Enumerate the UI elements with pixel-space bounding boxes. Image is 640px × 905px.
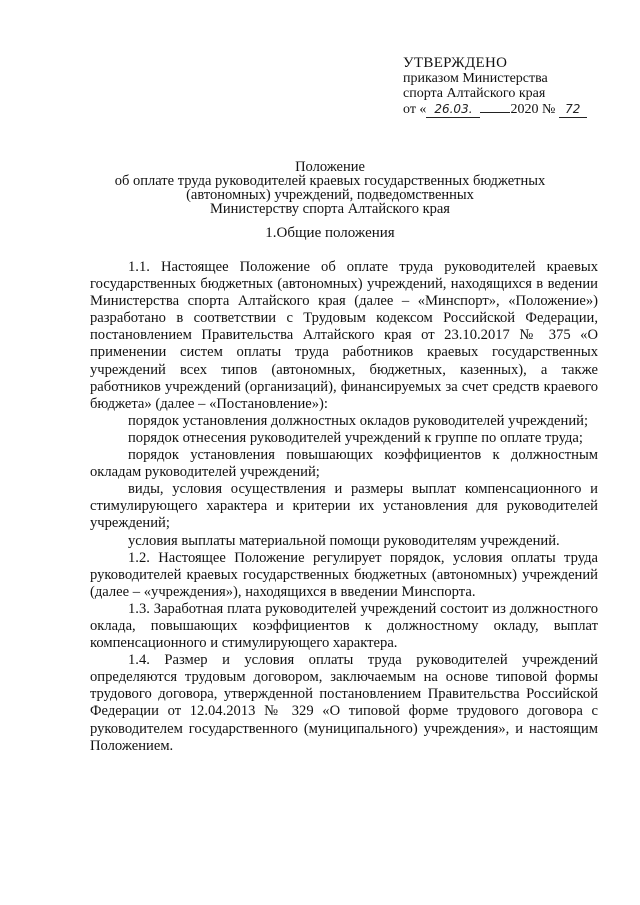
title-line-4: Министерству спорта Алтайского края bbox=[210, 201, 450, 217]
handwritten-number: 72 bbox=[559, 102, 587, 118]
approval-date-prefix: от « bbox=[403, 102, 427, 117]
handwritten-date: 26.03. bbox=[426, 102, 480, 118]
section-heading: 1.Общие положения bbox=[265, 225, 395, 241]
approval-line-sport: спорта Алтайского края bbox=[403, 86, 546, 101]
list-item-salary-order: порядок установления должностных окладов руководителей учреждений; bbox=[128, 412, 589, 429]
paragraph-1-2: 1.2. Настоящее Положение регулирует порядок, условия оплаты труда руководителей краевых государственных бюджетных (автономных) учреждений (далее – «учреждения»), находящихся в введении Минспорта. bbox=[90, 549, 598, 600]
approval-stamp bbox=[403, 56, 587, 118]
paragraph-1-1: 1.1. Настоящее Положение об оплате труда руководителей краевых государственных бюджетных (автономных) учреждений, находящихся в ведении Министерства спорта Алтайского края (далее – «Минспорт», «Положение») разработано в соответствии с Трудовым кодексом Российской Федерации, постановлением Правительства Алтайского края от 23.10.2017 № 375 «О применении систем оплаты труда работников краевых государственных учреждений всех типов (автономных, бюджетных, казенных), а также работников учреждений (организаций), финансируемых за счет средств краевого бюджета» (далее – «Постановление»): bbox=[90, 259, 598, 412]
date-blank-line bbox=[480, 101, 510, 113]
paragraph-1-4: 1.4. Размер и условия оплаты труда руководителей учреждений определяются трудовым договором, заключаемым на основе типовой формы трудового договора, утвержденной постановлением Правительства Российской Федерации от 12.04.2013 № 329 «О типовой форме трудового договора с руководителем государственного (муниципального) учреждения», и настоящим Положением. bbox=[90, 652, 598, 754]
list-item-payments: виды, условия осуществления и размеры выплат компенсационного и стимулирующего характера и критерии их установления для руководителей учреждений; bbox=[90, 481, 598, 532]
paragraph-1-3: 1.3. Заработная плата руководителей учреждений состоит из должностного оклада, повышающих коэффициентов к должностному окладу, выплат компенсационного и стимулирующего характера. bbox=[90, 600, 598, 652]
title-line-3: (автономных) учреждений, подведомственных bbox=[186, 187, 474, 203]
approval-date-line bbox=[403, 101, 587, 118]
list-item-coefficients: порядок установления повышающих коэффициентов к должностным окладам руководителей учреждений; bbox=[90, 447, 598, 481]
approval-heading: УТВЕРЖДЕНО bbox=[403, 55, 508, 71]
document-body bbox=[90, 259, 598, 755]
document-title bbox=[90, 160, 570, 216]
approval-year: 2020 № bbox=[510, 102, 556, 117]
list-item-material-aid: условия выплаты материальной помощи руководителям учреждений. bbox=[128, 532, 560, 549]
title-line-1: Положение bbox=[295, 159, 365, 175]
approval-line-ministry: приказом Министерства bbox=[403, 71, 548, 86]
list-item-group-order: порядок отнесения руководителей учреждений к группе по оплате труда; bbox=[128, 429, 583, 446]
title-line-2: об оплате труда руководителей краевых государственных бюджетных bbox=[114, 173, 546, 189]
